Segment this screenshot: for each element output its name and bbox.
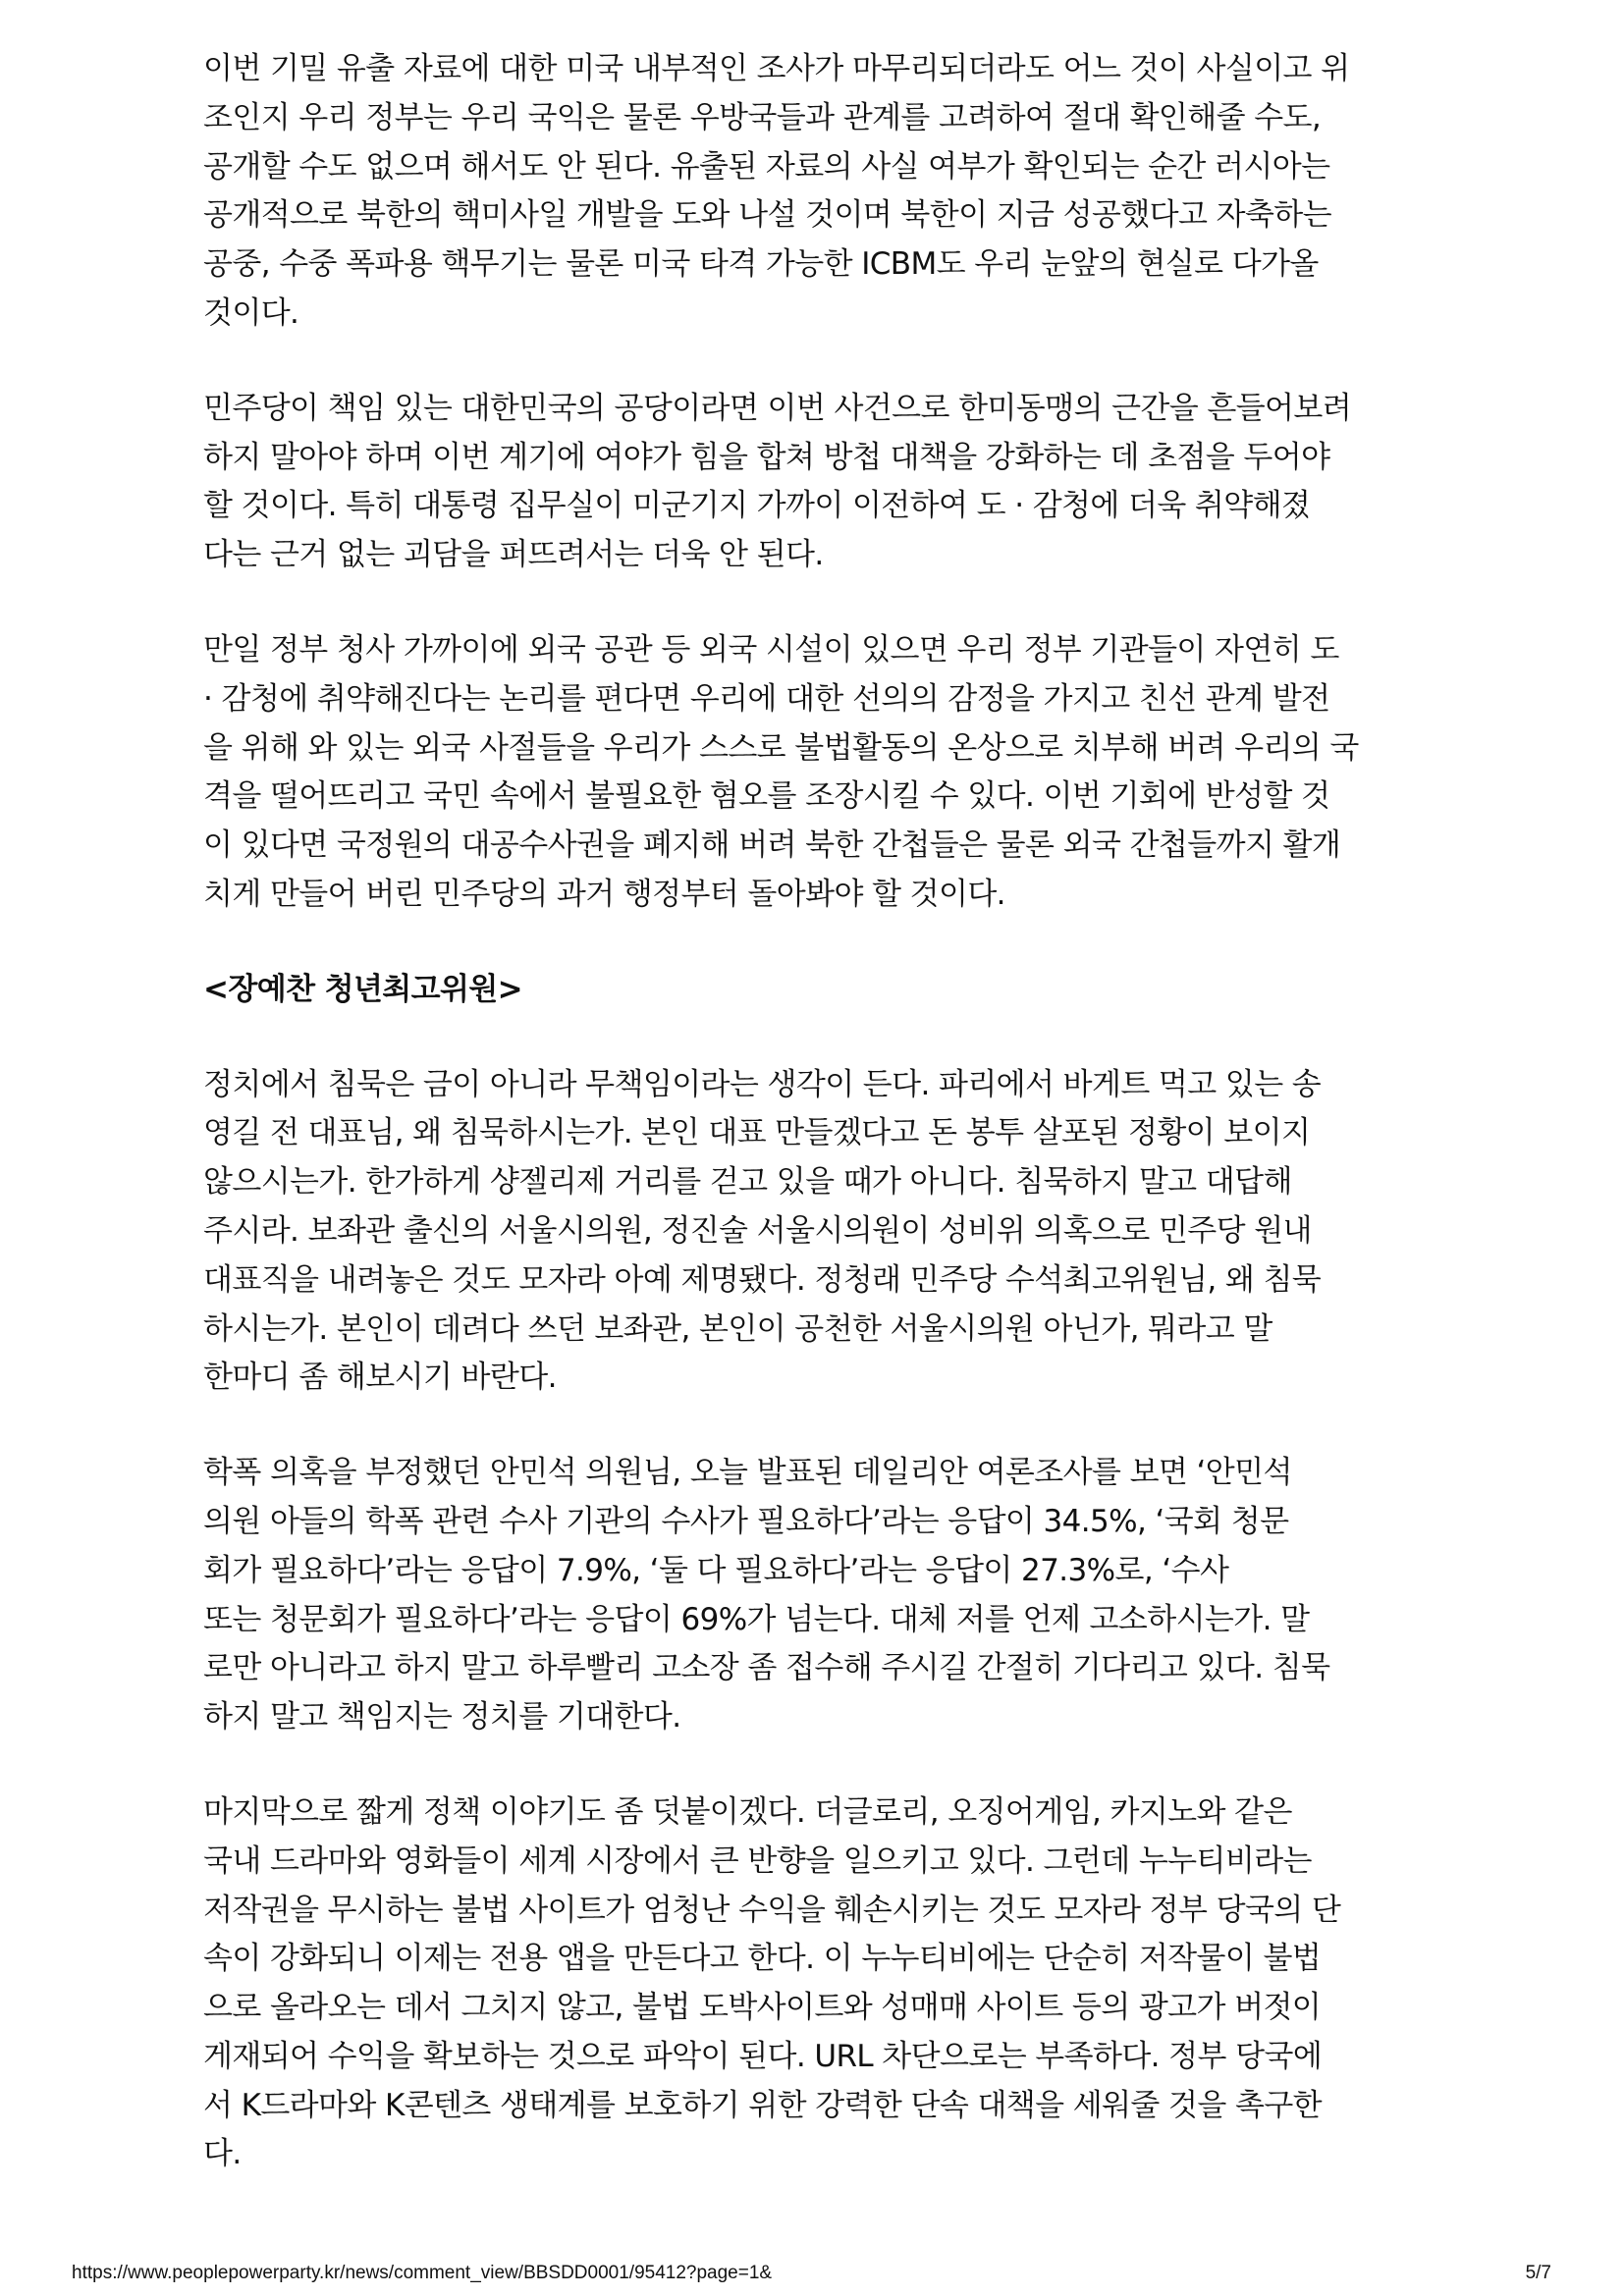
text-line: 하시는가. 본인이 데려다 쓰던 보좌관, 본인이 공천한 서울시의원 아닌가, 뭐라고 말 bbox=[203, 1310, 1272, 1347]
text-line: · 감청에 취약해진다는 논리를 편다면 우리에 대한 선의의 감정을 가지고 친선 관계 발전 bbox=[203, 680, 1330, 717]
text-line: 마지막으로 짧게 정책 이야기도 좀 덧붙이겠다. 더글로리, 오징어게임, 카지노와 같은 bbox=[203, 1793, 1292, 1830]
text-line: 만일 정부 청사 가까이에 외국 공관 등 외국 시설이 있으면 우리 정부 기관들이 자연히 도 bbox=[203, 631, 1339, 667]
text-line: 격을 떨어뜨리고 국민 속에서 불필요한 혐오를 조장시킬 수 있다. 이번 기회에 반성할 것 bbox=[203, 778, 1330, 815]
section-heading bbox=[203, 966, 1435, 1015]
page-number: 5/7 bbox=[1525, 2263, 1551, 2283]
text-line: 공개적으로 북한의 핵미사일 개발을 도와 나설 것이며 북한이 지금 성공했다고 자축하는 bbox=[203, 197, 1331, 234]
text-line: 치게 만들어 버린 민주당의 과거 행정부터 돌아봐야 할 것이다. bbox=[203, 876, 1005, 912]
text-line: 하지 말아야 하며 이번 계기에 여야가 힘을 합쳐 방첩 대책을 강화하는 데 초점을 두어야 bbox=[203, 439, 1330, 475]
text-line: 정치에서 침묵은 금이 아니라 무책임이라는 생각이 든다. 파리에서 바게트 먹고 있는 송 bbox=[203, 1066, 1322, 1102]
text-line: 저작권을 무시하는 불법 사이트가 엄청난 수익을 훼손시키는 것도 모자라 정부 당국의 단 bbox=[203, 1892, 1341, 1928]
text-line: 서 K드라마와 K콘텐츠 생태계를 보호하기 위한 강력한 단속 대책을 세워줄 것을 촉구한 bbox=[203, 2087, 1323, 2123]
text-line: 국내 드라마와 영화들이 세계 시장에서 큰 반향을 일으키고 있다. 그런데 누누티비라는 bbox=[203, 1842, 1312, 1879]
body-paragraph bbox=[203, 626, 1435, 920]
text-line: 조인지 우리 정부는 우리 국익은 물론 우방국들과 관계를 고려하여 절대 확인해줄 수도, bbox=[203, 99, 1322, 135]
text-line: 영길 전 대표님, 왜 침묵하시는가. 본인 대표 만들겠다고 돈 봉투 살포된 정황이 보이지 bbox=[203, 1115, 1311, 1151]
body-paragraph bbox=[203, 1789, 1435, 2179]
body-paragraph bbox=[203, 45, 1435, 339]
text-line: 이번 기밀 유출 자료에 대한 미국 내부적인 조사가 마무리되더라도 어느 것이 사실이고 위 bbox=[203, 51, 1350, 86]
text-line: 다는 근거 없는 괴담을 퍼뜨려서는 더욱 안 된다. bbox=[203, 537, 824, 573]
page-footer bbox=[0, 2263, 1624, 2288]
document-body bbox=[203, 45, 1435, 2179]
text-line: 또는 청문회가 필요하다’라는 응답이 69%가 넘는다. 대체 저를 언제 고소하시는가. 말 bbox=[203, 1601, 1310, 1637]
text-line: 주시라. 보좌관 출신의 서울시의원, 정진술 서울시의원이 성비위 의혹으로 민주당 원내 bbox=[203, 1212, 1312, 1249]
text-line: 학폭 의혹을 부정했던 안민석 의원님, 오늘 발표된 데일리안 여론조사를 보면 ‘안민석 bbox=[203, 1455, 1292, 1491]
text-line: 할 것이다. 특히 대통령 집무실이 미군기지 가까이 이전하여 도 · 감청에 더욱 취약해졌 bbox=[203, 488, 1311, 524]
text-line: 한마디 좀 해보시기 바란다. bbox=[203, 1360, 557, 1396]
text-line: 하지 말고 책임지는 정치를 기대한다. bbox=[203, 1699, 681, 1735]
text-line: 속이 강화되니 이제는 전용 앱을 만든다고 한다. 이 누누티비에는 단순히 저작물이 불법 bbox=[203, 1941, 1322, 1977]
text-line: 공중, 수중 폭파용 핵무기는 물론 미국 타격 가능한 ICBM도 우리 눈앞의 현실로 다가올 bbox=[203, 246, 1319, 283]
text-line: 다. bbox=[203, 2136, 242, 2172]
text-line: 민주당이 책임 있는 대한민국의 공당이라면 이번 사건으로 한미동맹의 근간을 흔들어보려 bbox=[203, 390, 1352, 426]
body-paragraph bbox=[203, 1061, 1435, 1404]
body-paragraph bbox=[203, 385, 1435, 580]
text-line: 대표직을 내려놓은 것도 모자라 아예 제명됐다. 정청래 민주당 수석최고위원님, 왜 침묵 bbox=[203, 1261, 1322, 1298]
text-line: 게재되어 수익을 확보하는 것으로 파악이 된다. URL 차단으로는 부족하다. 정부 당국에 bbox=[203, 2038, 1323, 2074]
text-line: 으로 올라오는 데서 그치지 않고, 불법 도박사이트와 성매매 사이트 등의 광고가 버젓이 bbox=[203, 1990, 1322, 2026]
text-line: 공개할 수도 없으며 해서도 안 된다. 유출된 자료의 사실 여부가 확인되는 순간 러시아는 bbox=[203, 148, 1330, 185]
text-line: 로만 아니라고 하지 말고 하루빨리 고소장 좀 접수해 주시길 간절히 기다리고 있다. 침묵 bbox=[203, 1650, 1330, 1686]
text-line: 이 있다면 국정원의 대공수사권을 폐지해 버려 북한 간첩들은 물론 외국 간첩들까지 활개 bbox=[203, 828, 1341, 864]
text-line: 의원 아들의 학폭 관련 수사 기관의 수사가 필요하다’라는 응답이 34.5%, ‘국회 청문 bbox=[203, 1503, 1289, 1539]
footer-url: https://www.peoplepowerparty.kr/news/comment_view/BBSDD0001/95412?page=1& bbox=[72, 2263, 773, 2283]
text-line: 을 위해 와 있는 외국 사절들을 우리가 스스로 불법활동의 온상으로 치부해 버려 우리의 국 bbox=[203, 729, 1359, 766]
text-line: 않으시는가. 한가하게 샹젤리제 거리를 걷고 있을 때가 아니다. 침묵하지 말고 대답해 bbox=[203, 1164, 1292, 1201]
text-line: <장예찬 청년최고위원> bbox=[203, 971, 523, 1007]
body-paragraph bbox=[203, 1449, 1435, 1742]
text-line: 것이다. bbox=[203, 294, 299, 331]
text-line: 회가 필요하다’라는 응답이 7.9%, ‘둘 다 필요하다’라는 응답이 27.3%로, ‘수사 bbox=[203, 1552, 1229, 1588]
